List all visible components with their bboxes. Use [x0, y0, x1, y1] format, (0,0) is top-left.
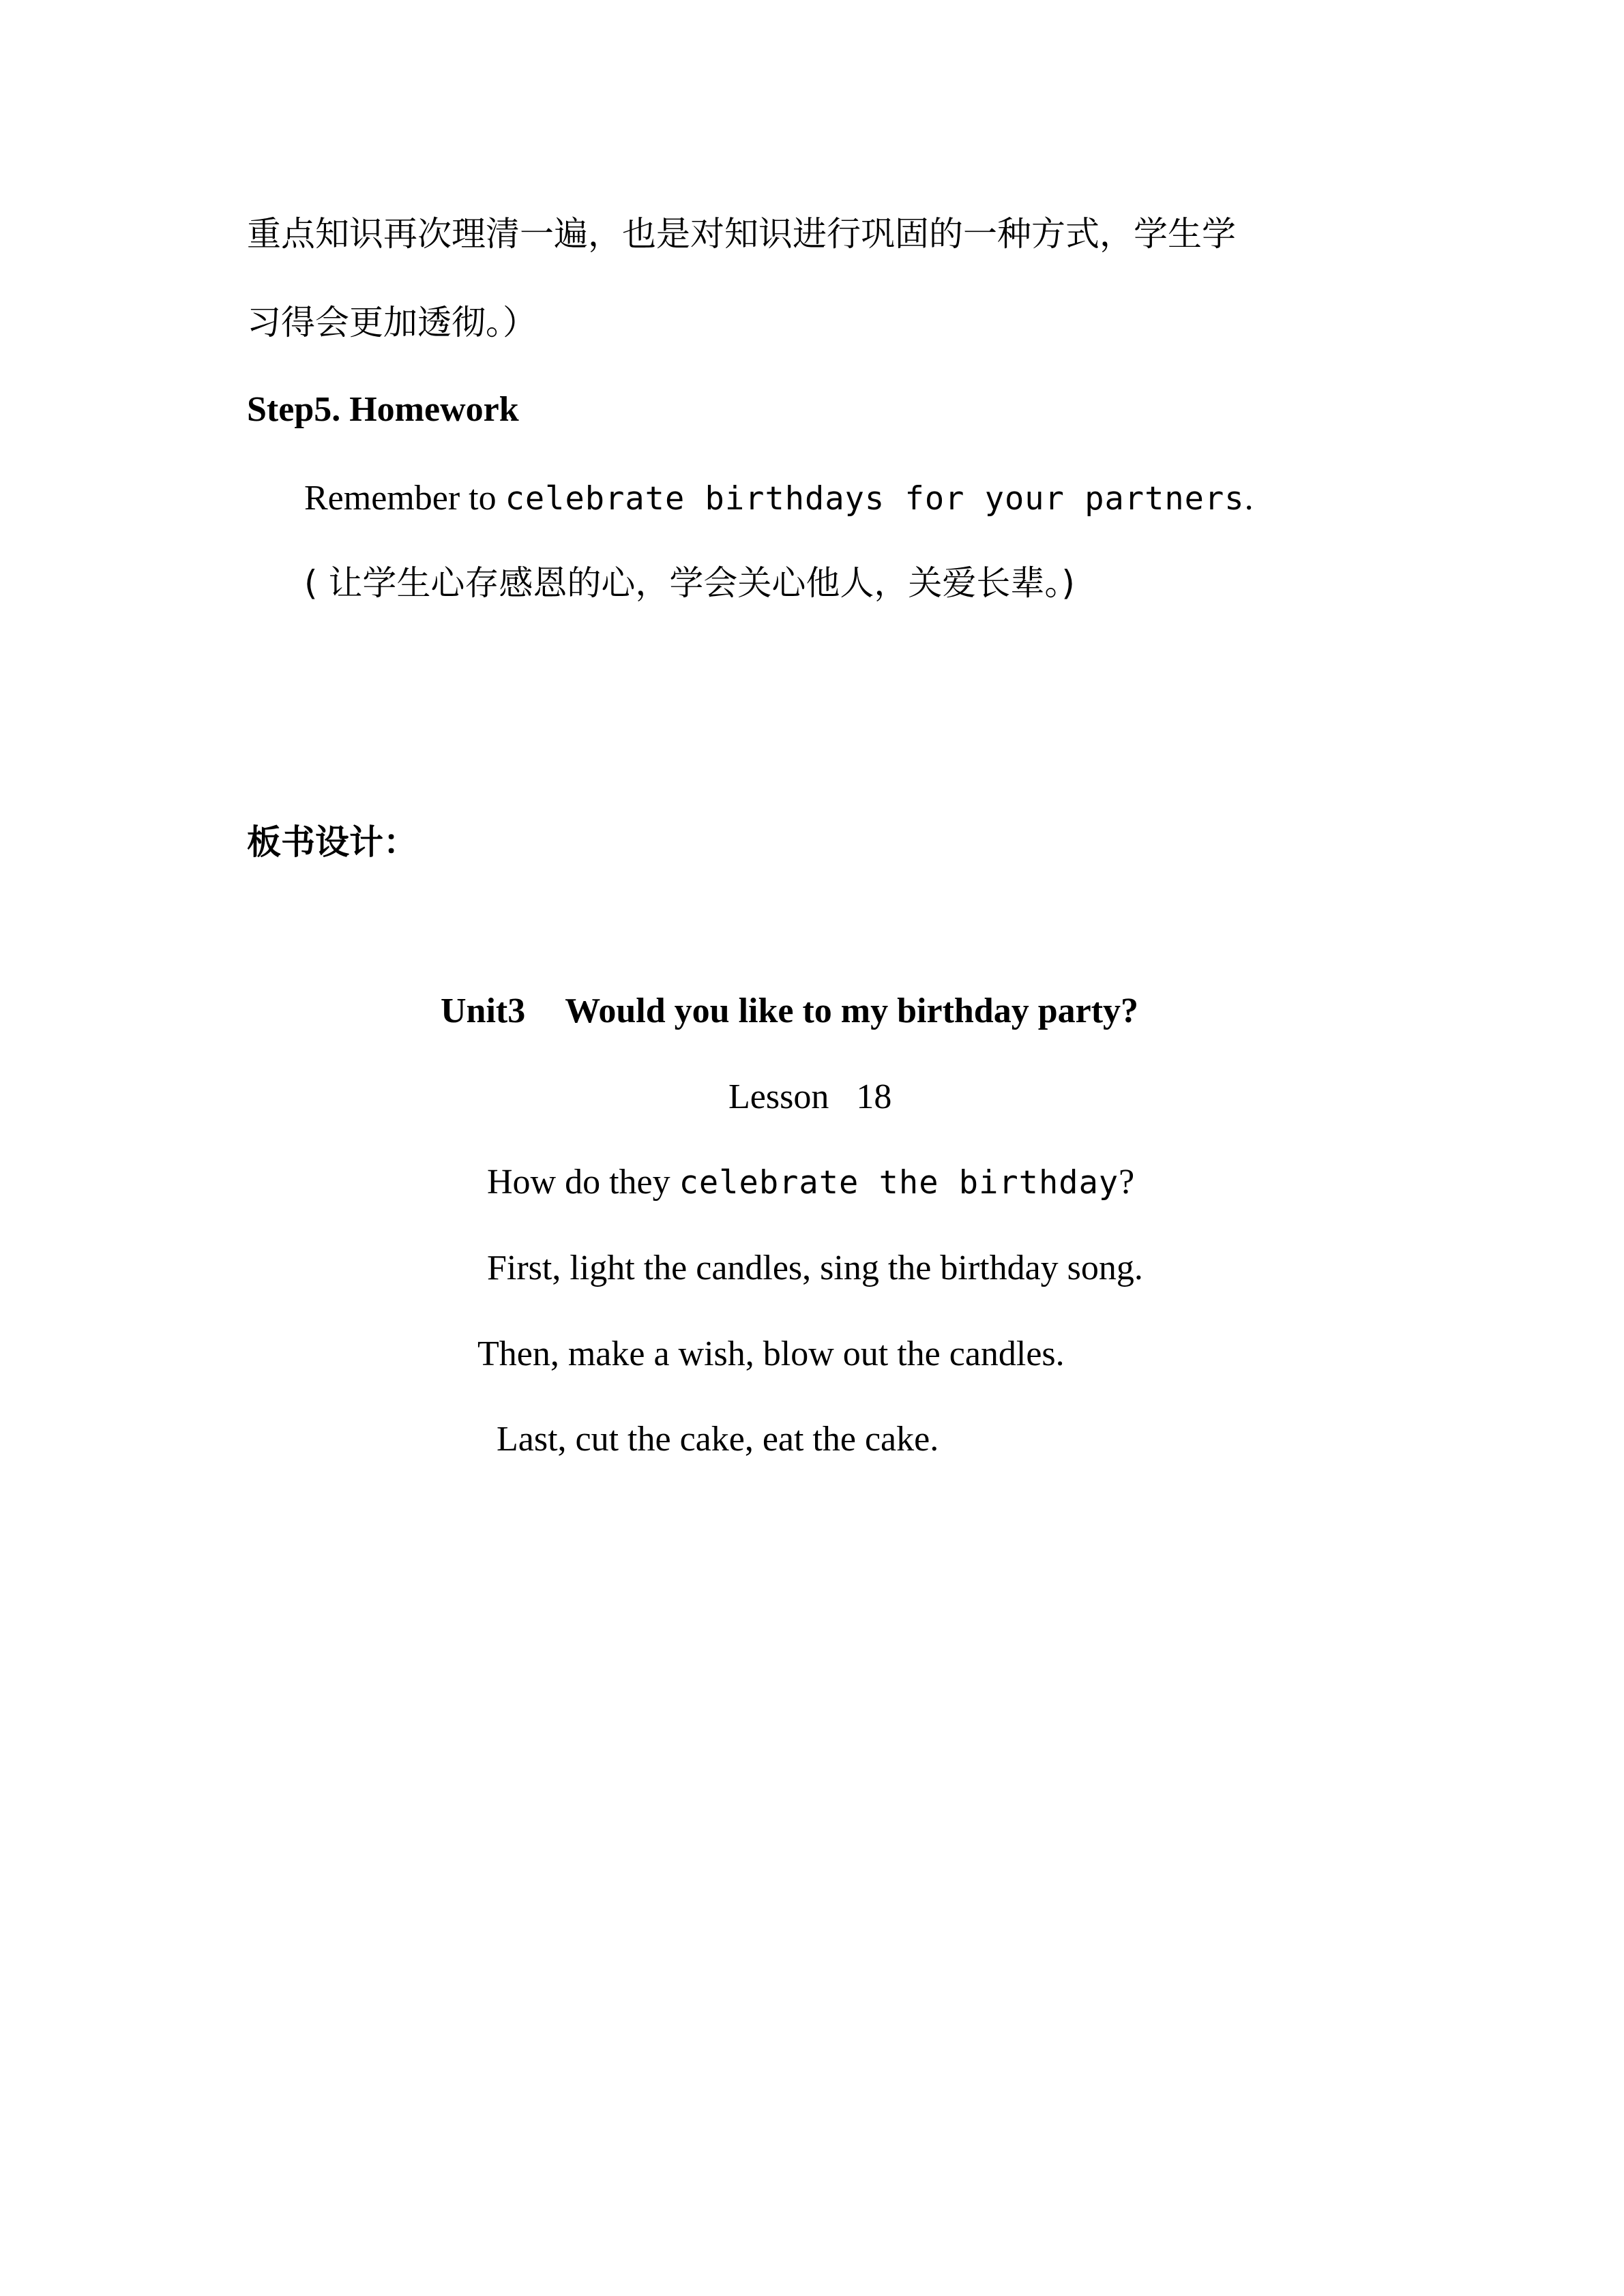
question-line — [487, 1165, 1134, 1200]
paragraph-line-2: 习得会更加透彻。） — [247, 303, 537, 342]
homework-phrase: celebrate birthdays for your partners — [505, 480, 1245, 518]
board-design-heading: 板书设计： — [247, 822, 417, 862]
lesson-number: 18 — [856, 1077, 892, 1116]
homework-suffix: . — [1244, 479, 1254, 518]
unit-label: Unit3 — [441, 992, 526, 1030]
question-phrase: celebrate the birthday — [679, 1164, 1119, 1202]
first-step-line: First, light the candles, sing the birthday song. — [487, 1249, 1143, 1287]
last-step-line: Last, cut the cake, eat the cake. — [497, 1420, 939, 1459]
homework-note: ( 让学生心存感恩的心，学会关心他人，关爱长辈。) — [304, 563, 1075, 603]
question-prefix: How do they — [487, 1163, 679, 1202]
unit-title-line — [441, 994, 1138, 1029]
unit-title: Would you like to my birthday party? — [565, 992, 1139, 1030]
question-suffix: ? — [1119, 1163, 1135, 1202]
homework-prefix: Remember to — [304, 479, 505, 518]
paragraph-line-1: 重点知识再次理清一遍，也是对知识进行巩固的一种方式，学生学 — [247, 214, 1236, 254]
lesson-label: Lesson — [728, 1077, 829, 1116]
step5-heading: Step5. Homework — [247, 390, 519, 429]
then-step-line: Then, make a wish, blow out the candles. — [477, 1335, 1065, 1373]
lesson-line — [728, 1079, 891, 1115]
homework-instruction — [304, 481, 1254, 516]
